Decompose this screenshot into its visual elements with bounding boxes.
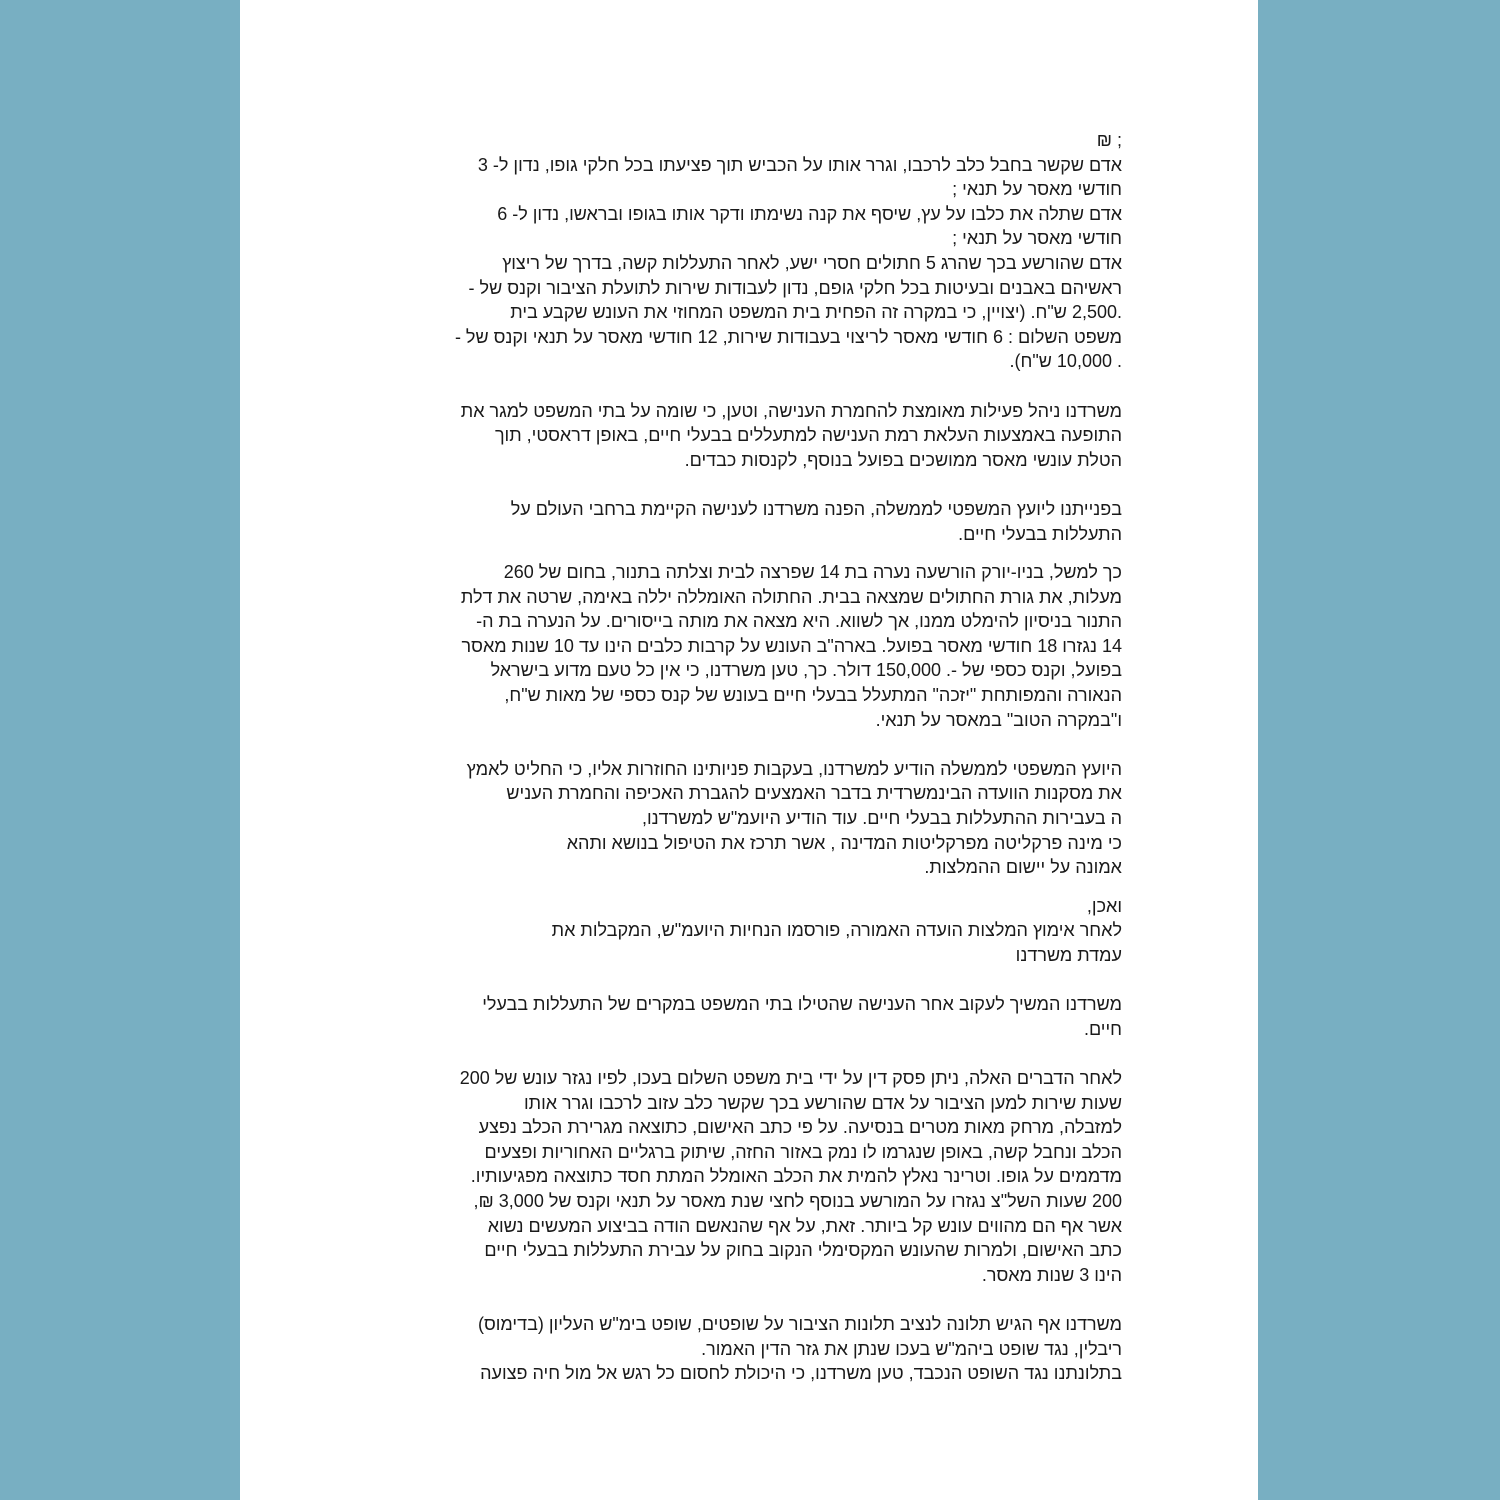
text-line: משרדנו אף הגיש תלונה לנציב תלונות הציבור על שופטים, שופט בימ"ש העליון (בדימוס) [477, 1313, 1122, 1334]
text-line: הטלת עונשי מאסר ממושכים בפועל בנוסף, לקנסות כבדים. [684, 449, 1122, 470]
text-line: הנאורה והמפותחת "יזכה" המתעלל בבעלי חיים בעונש של קנס כספי של מאות ש"ח, [504, 685, 1122, 706]
text-line: מדממים על גופו. וטרינר נאלץ להמית את הכלב האומלל המתת חסד כתוצאה מפגיעותיו. [470, 1166, 1122, 1187]
text-line: לאחר אימוץ המלצות הועדה האמורה, פורסמו הנחיות היועמ"ש, המקבלות את [551, 920, 1122, 941]
text-line: לאחר הדברים האלה, ניתן פסק דין על ידי בית משפט השלום בעכו, לפיו נגזר עונש של 200 [459, 1067, 1122, 1088]
document-body [380, 128, 1122, 1386]
text-line: משפט השלום : 6 חודשי מאסר לריצוי בעבודות שירות, 12 חודשי מאסר על תנאי וקנס של - [454, 326, 1122, 347]
paragraph-8 [380, 1066, 1122, 1287]
paragraph-2 [380, 399, 1122, 473]
text-line: הכלב ונחבל קשה, באופן שנגרמו לו נמק באזור החזה, שיתוק ברגליים האחוריות ופצעים [484, 1141, 1122, 1162]
text-line: חודשי מאסר על תנאי ; [952, 179, 1122, 200]
text-line: אדם שהורשע בכך שהרג 5 חתולים חסרי ישע, לאחר התעללות קשה, בדרך של ריצוץ [502, 252, 1122, 273]
text-line: את מסקנות הוועדה הבינמשרדית בדבר האמצעים להגברת האכיפה והחמרת העניש [506, 783, 1122, 804]
text-line: אמונה על יישום ההמלצות. [924, 857, 1122, 878]
text-line: משרדנו המשיך לעקוב אחר הענישה שהטילו בתי המשפט במקרים של התעללות בבעלי [482, 994, 1122, 1015]
paragraph-5 [380, 757, 1122, 880]
text-line: התעללות בבעלי חיים. [958, 523, 1122, 544]
text-line: ואכן, [1086, 895, 1122, 916]
text-line: בפועל, וקנס כספי של -. 150,000 דולר. כך, טען משרדנו, כי אין כל טעם מדוע בישראל [490, 660, 1122, 681]
text-line: מעלות, את גורת החתולים שמצאה בבית. החתולה האומללה יללה באימה, שרטה את דלת [460, 586, 1122, 607]
text-line: ראשיהם באבנים ובעיטות בכל חלקי גופם, נדון לעבודות שירות לתועלת הציבור וקנס של - [468, 277, 1122, 298]
paragraph-4 [380, 560, 1122, 732]
text-line: 200 שעות השל"צ נגזרו על המורשע בנוסף לחצי שנת מאסר על תנאי וקנס של 3,000 ₪, [473, 1190, 1122, 1211]
text-line: חודשי מאסר על תנאי ; [952, 228, 1122, 249]
text-line: כך למשל, בניו-יורק הורשעה נערה בת 14 שפרצה לבית וצלתה בתנור, בחום של 260 [503, 562, 1122, 583]
text-line: ₪ ; [1096, 130, 1122, 150]
paragraph-1 [380, 128, 1122, 374]
text-line: עמדת משרדנו [1015, 945, 1122, 965]
text-line: משרדנו ניהל פעילות מאומצת להחמרת הענישה, וטען, כי שומה על בתי המשפט למגר את [460, 400, 1122, 421]
text-line: ו"במקרה הטוב" במאסר על תנאי. [875, 709, 1122, 730]
paragraph-3 [380, 497, 1122, 546]
text-line: 14 נגזרו 18 חודשי מאסר בפועל. בארה"ב העונש על קרבות כלבים הינו עד 10 שנות מאסר [461, 635, 1122, 656]
text-line: חיים. [1083, 1018, 1122, 1039]
text-line: אדם שתלה את כלבו על עץ, שיסף את קנה נשימתו ודקר אותו בגופו ובראשו, נדון ל- 6 [497, 203, 1122, 224]
text-line: שעות שירות למען הציבור על אדם שהורשע בכך שקשר כלב עזוב לרכבו וגרר אותו [523, 1092, 1122, 1113]
scanned-page [240, 0, 1258, 1500]
text-line: כתב האישום, ולמרות שהעונש המקסימלי הנקוב בחוק על עבירת התעללות בבעלי חיים [484, 1240, 1122, 1261]
text-line: כי מינה פרקליטה מפרקליטות המדינה , אשר תרכז את הטיפול בנושא ותהא [566, 832, 1122, 853]
text-line: למזבלה, מרחק מאות מטרים בנסיעה. על פי כתב האישום, כתוצאה מגרירת הכלב נפצע [478, 1117, 1122, 1138]
text-line: ריבלין, נגד שופט ביהמ"ש בעכו שנתן את גזר הדין האמור. [701, 1338, 1122, 1359]
paragraph-6 [380, 894, 1122, 968]
text-line: התנור בניסיון להימלט ממנו, אך לשווא. היא מצאה את מותה בייסורים. על הנערה בת ה- [476, 611, 1122, 632]
text-line: הינו 3 שנות מאסר. [981, 1264, 1122, 1285]
text-line: .2,500 ש"ח. (יצויין, כי במקרה זה הפחית בית המשפט המחוזי את העונש שקבע בית [510, 302, 1122, 323]
text-line: התופעה באמצעות העלאת רמת הענישה למתעללים בבעלי חיים, באופן דראסטי, תוך [494, 425, 1122, 446]
text-line: . 10,000 ש"ח). [1009, 351, 1122, 372]
text-line: אשר אף הם מהווים עונש קל ביותר. זאת, על אף שהנאשם הודה בביצוע המעשים נשוא [487, 1215, 1122, 1236]
text-line: היועץ המשפטי לממשלה הודיע למשרדנו, בעקבות פניותינו החוזרות אליו, כי החליט לאמץ [466, 758, 1122, 779]
paragraph-7 [380, 992, 1122, 1041]
text-line: ה בעבירות ההתעללות בבעלי חיים. עוד הודיע היועמ"ש למשרדנו, [641, 808, 1122, 829]
text-line: אדם שקשר בחבל כלב לרכבו, וגרר אותו על הכביש תוך פציעתו בכל חלקי גופו, נדון ל- 3 [477, 154, 1122, 175]
text-line: בתלונתנו נגד השופט הנכבד, טען משרדנו, כי היכולת לחסום כל רגש אל מול חיה פצועה [480, 1363, 1122, 1384]
paragraph-9 [380, 1312, 1122, 1386]
text-line: בפנייתנו ליועץ המשפטי לממשלה, הפנה משרדנו לענישה הקיימת ברחבי העולם על [510, 498, 1122, 519]
